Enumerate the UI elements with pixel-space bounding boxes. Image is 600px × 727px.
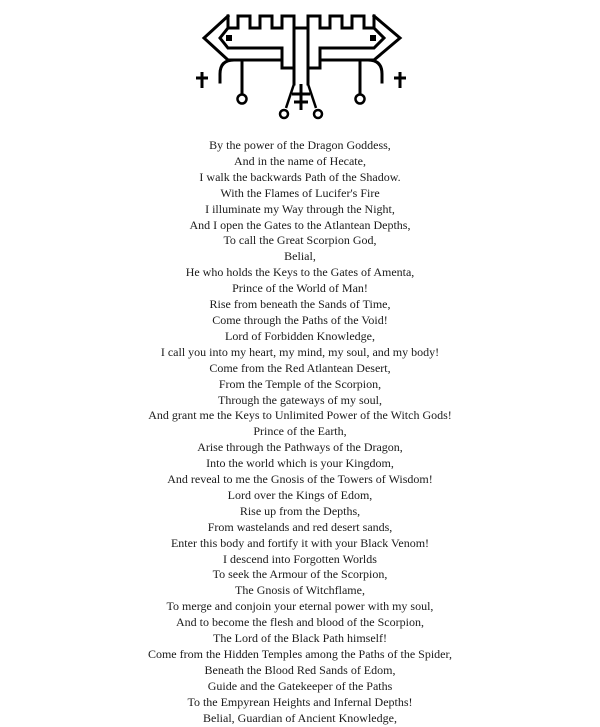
poem-line: The Lord of the Black Path himself!	[213, 631, 387, 646]
poem-line: The Gnosis of Witchflame,	[235, 583, 365, 598]
poem-line: Rise up from the Depths,	[239, 503, 361, 518]
poem-line: Into the world which is your Kingdom,	[206, 456, 394, 471]
poem-line: With the Flames of Lucifer's Fire	[220, 185, 380, 200]
poem-line: Beneath the Blood Red Sands of Edom,	[204, 662, 396, 677]
poem-line: I illuminate my Way through the Night,	[205, 201, 395, 216]
poem-line: Rise from beneath the Sands of Time,	[209, 297, 391, 312]
poem-line: And reveal to me the Gnosis of the Towers of Wisdom!	[167, 472, 433, 487]
poem-line: Come from the Hidden Temples among the Paths of the Spider,	[147, 647, 453, 661]
poem-line: Through the gateways of my soul,	[218, 392, 382, 407]
poem-line: He who holds the Keys to the Gates of Amenta,	[185, 265, 415, 280]
poem-line: Come from the Red Atlantean Desert,	[209, 360, 391, 375]
poem-line: To merge and conjoin your eternal power with my soul,	[166, 599, 434, 614]
poem-line: I descend into Forgotten Worlds	[223, 551, 377, 566]
poem-line: And grant me the Keys to Unlimited Power of the Witch Gods!	[148, 408, 452, 423]
poem-line: Arise through the Pathways of the Dragon,	[197, 440, 403, 455]
poem-line: I walk the backwards Path of the Shadow.	[199, 169, 401, 184]
poem-line: And I open the Gates to the Atlantean Depths,	[189, 217, 411, 232]
sigil-icon	[190, 8, 414, 120]
poem-line: Belial, Guardian of Ancient Knowledge,	[203, 710, 397, 725]
poem-line: To call the Great Scorpion God,	[223, 233, 377, 248]
poem-line: Lord of Forbidden Knowledge,	[225, 328, 375, 343]
poem-line: Prince of the Earth,	[253, 424, 347, 439]
poem-line: From wastelands and red desert sands,	[207, 519, 393, 534]
poem-line: I call you into my heart, my mind, my soul, and my body!	[160, 344, 440, 359]
poem-text	[0, 138, 600, 727]
poem-line: Guide and the Gatekeeper of the Paths	[207, 678, 393, 693]
poem-line: And to become the flesh and blood of the Scorpion,	[176, 615, 424, 630]
poem-line: Come through the Paths of the Void!	[212, 312, 388, 327]
poem-line: And in the name of Hecate,	[234, 153, 366, 168]
poem-line: By the power of the Dragon Goddess,	[209, 138, 391, 152]
poem-line: To seek the Armour of the Scorpion,	[212, 567, 388, 582]
poem-line: Enter this body and fortify it with your Black Venom!	[170, 535, 430, 550]
poem-line: Belial,	[284, 249, 316, 264]
poem-line: From the Temple of the Scorpion,	[218, 376, 382, 391]
poem-line: Lord over the Kings of Edom,	[227, 487, 373, 502]
poem-line: Prince of the World of Man!	[232, 281, 368, 296]
poem-line: To the Empyrean Heights and Infernal Depths!	[187, 694, 413, 709]
